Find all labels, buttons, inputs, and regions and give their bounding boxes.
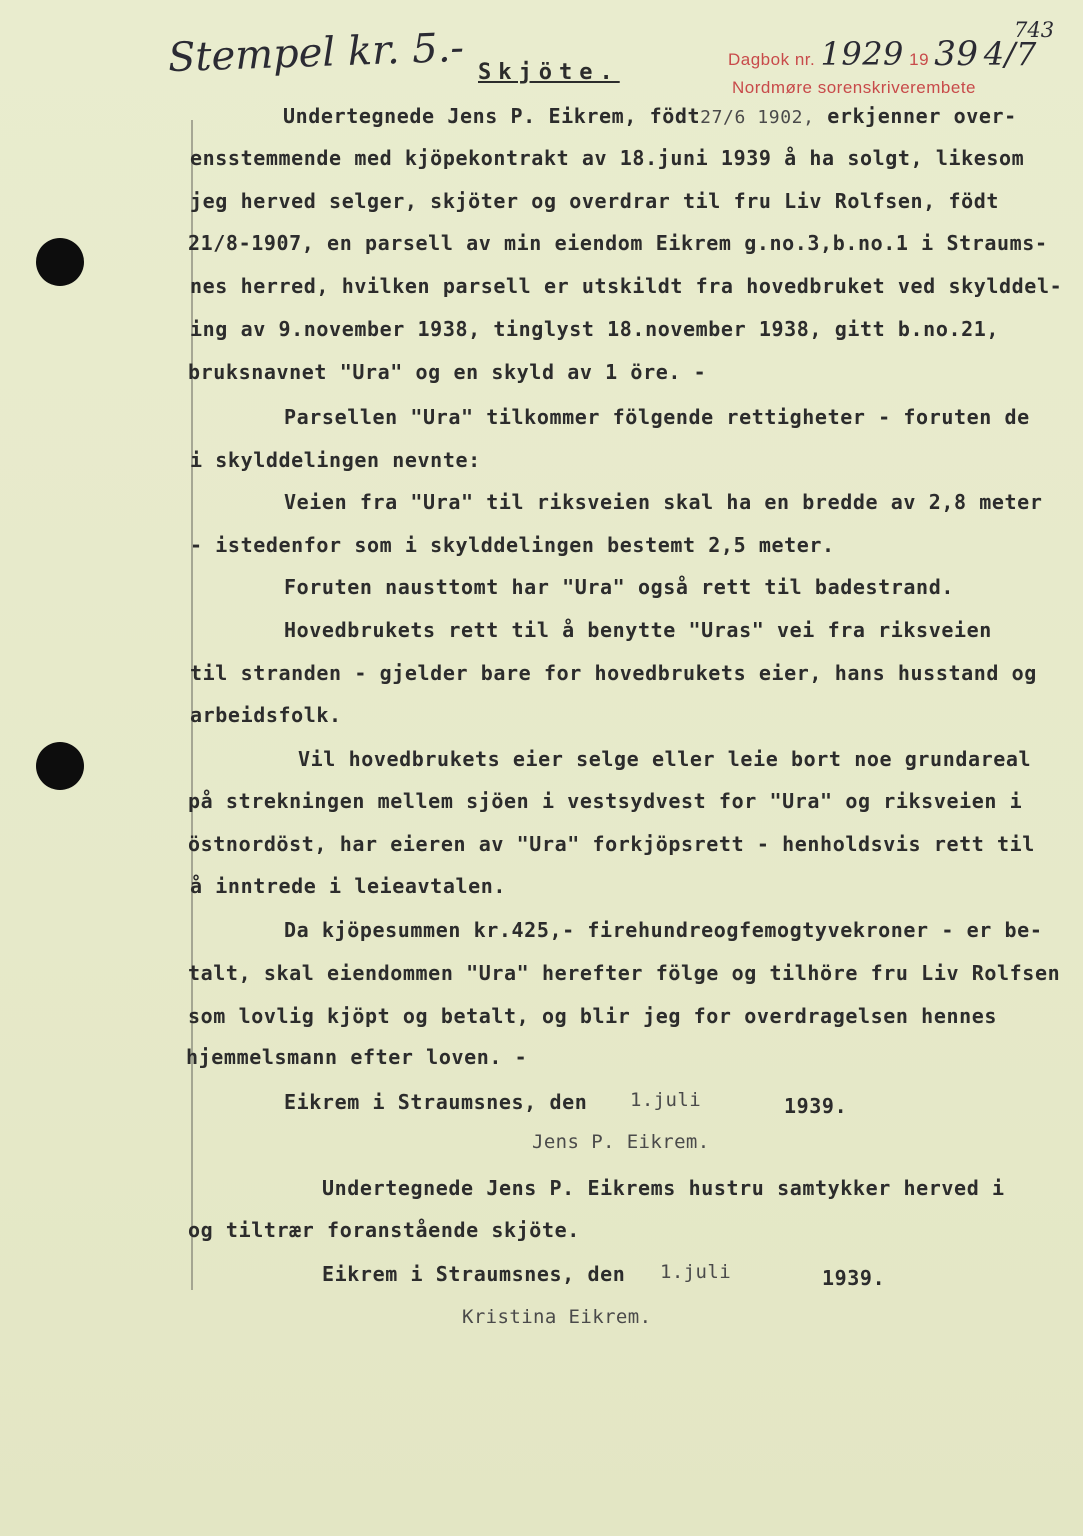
document-title: Skjöte. bbox=[478, 60, 620, 85]
text-line: 21/8-1907, en parsell av min eiendom Eikrem g.no.3,b.no.1 i Straums- bbox=[188, 231, 1048, 255]
stamp-date: 4/7 bbox=[983, 35, 1037, 73]
text-line: talt, skal eiendommen "Ura" herefter fölge og tilhöre fru Liv Rolfsen bbox=[188, 961, 1061, 985]
birth-date: 27/6 1902, bbox=[700, 107, 815, 128]
text-line: og tiltrær foranstående skjöte. bbox=[188, 1218, 580, 1242]
punch-hole-top bbox=[36, 238, 84, 286]
line-part: erkjenner over- bbox=[827, 104, 1017, 128]
text-line: Da kjöpesummen kr.425,- firehundreogfemogtyvekroner - er be- bbox=[284, 918, 1043, 942]
text-line: - istedenfor som i skylddelingen bestemt 2,5 meter. bbox=[190, 533, 835, 557]
text-line: arbeidsfolk. bbox=[190, 703, 342, 727]
text-line: til stranden - gjelder bare for hovedbrukets eier, hans husstand og bbox=[190, 661, 1037, 685]
place: Eikrem i Straumsnes, den bbox=[322, 1262, 626, 1286]
registry-stamp bbox=[728, 34, 1037, 74]
text-line: Vil hovedbrukets eier selge eller leie bort noe grundareal bbox=[298, 747, 1032, 771]
date-year-1: 1939. bbox=[784, 1094, 848, 1118]
stamp-office: Nordmøre sorenskriverembete bbox=[732, 78, 977, 97]
text-line: Veien fra "Ura" til riksveien skal ha en bredde av 2,8 meter bbox=[284, 490, 1043, 514]
text-line bbox=[283, 104, 1017, 128]
text-line: bruksnavnet "Ura" og en skyld av 1 öre. - bbox=[188, 360, 707, 384]
text-line: östnordöst, har eieren av "Ura" forkjöpsrett - henholdsvis rett til bbox=[188, 832, 1035, 856]
text-line: Undertegnede Jens P. Eikrems hustru samtykker herved i bbox=[322, 1176, 1005, 1200]
date-day-2: 1.juli bbox=[660, 1261, 732, 1283]
place-date-line-2 bbox=[322, 1262, 625, 1286]
place: Eikrem i Straumsnes, den bbox=[284, 1090, 588, 1114]
punch-hole-bottom bbox=[36, 742, 84, 790]
page-number: 743 bbox=[1014, 18, 1055, 42]
stamp-year: 39 bbox=[934, 34, 979, 74]
text-line: Foruten nausttomt har "Ura" også rett til badestrand. bbox=[284, 575, 954, 599]
text-line: Parsellen "Ura" tilkommer fölgende rettigheter - foruten de bbox=[284, 405, 1030, 429]
text-line: i skylddelingen nevnte: bbox=[190, 448, 481, 472]
text-line: hjemmelsmann efter loven. - bbox=[186, 1045, 528, 1069]
handwritten-stamp-note: Stempel kr. 5.- bbox=[167, 24, 465, 82]
text-line: å inntrede i leieavtalen. bbox=[190, 874, 507, 898]
place-date-line-1 bbox=[284, 1090, 587, 1114]
text-line: på strekningen mellem sjöen i vestsydvest for "Ura" og riksveien i bbox=[188, 789, 1023, 813]
date-year-2: 1939. bbox=[822, 1266, 886, 1290]
text-line: Hovedbrukets rett til å benytte "Uras" vei fra riksveien bbox=[284, 618, 992, 642]
date-day-1: 1.juli bbox=[630, 1089, 702, 1111]
text-line: ensstemmende med kjöpekontrakt av 18.juni 1939 å ha solgt, likesom bbox=[190, 146, 1025, 170]
text-line: nes herred, hvilken parsell er utskildt fra hovedbruket ved skylddel- bbox=[190, 274, 1063, 298]
text-line: som lovlig kjöpt og betalt, og blir jeg for overdragelsen hennes bbox=[188, 1004, 998, 1028]
signature-seller: Jens P. Eikrem. bbox=[532, 1131, 710, 1153]
line-part: Undertegnede Jens P. Eikrem, födt bbox=[283, 104, 701, 128]
signature-wife: Kristina Eikrem. bbox=[462, 1306, 652, 1328]
stamp-year-prefix: 19 bbox=[909, 50, 930, 69]
stamp-label: Dagbok nr. bbox=[728, 50, 816, 69]
text-line: jeg herved selger, skjöter og overdrar til fru Liv Rolfsen, födt bbox=[190, 189, 1000, 213]
stamp-number: 1929 bbox=[820, 35, 904, 73]
text-line: ing av 9.november 1938, tinglyst 18.november 1938, gitt b.no.21, bbox=[190, 317, 1000, 341]
